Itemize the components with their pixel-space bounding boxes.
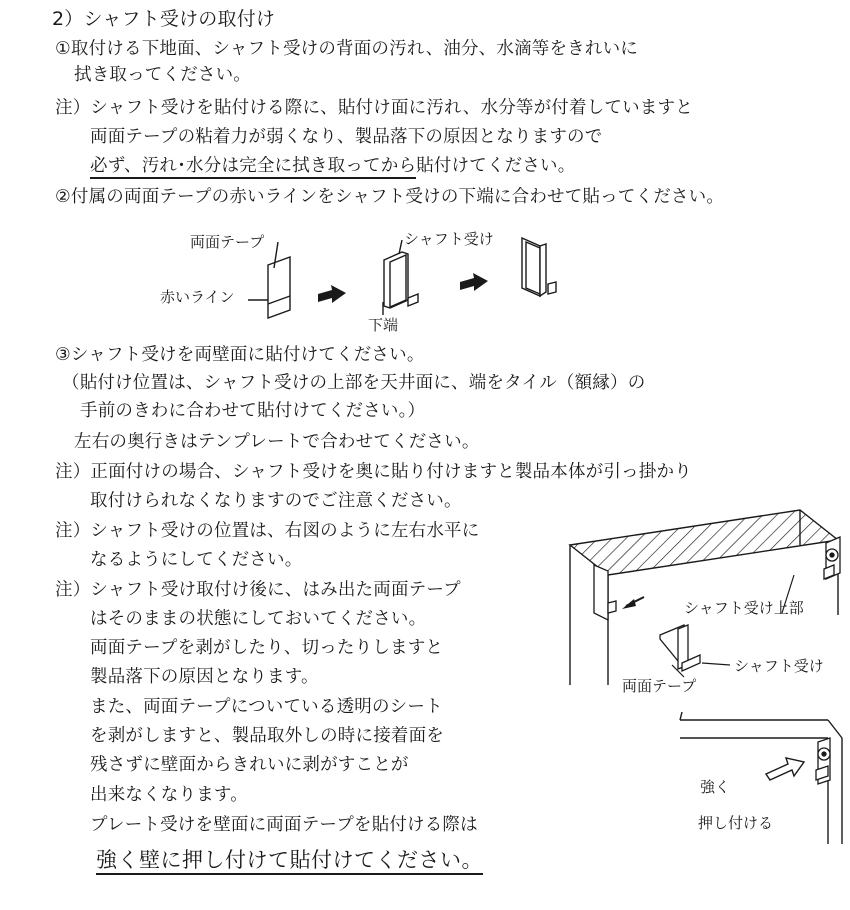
tape-label-2: 両面テープ <box>622 677 697 695</box>
attachment-sequence-figure <box>150 220 590 340</box>
step3-line1: ③シャフト受けを両壁面に貼付けてください。 <box>55 345 425 365</box>
note1-underlined-text: 必ず、汚れ･水分は完全に拭き取ってから <box>90 156 416 179</box>
step3-line3: 手前のきわに合わせて貼付けてください。） <box>80 401 426 421</box>
holder-label-2: シャフト受け <box>734 657 824 675</box>
note1-line3-rest: 貼付けてください。 <box>416 156 576 176</box>
shaft-holder-diagram <box>383 240 418 315</box>
step2-line1: ②付属の両面テープの赤いラインをシャフト受けの下端に合わせて貼ってください。 <box>55 187 725 207</box>
pressed-shaft-holder <box>816 738 830 784</box>
note4-line1: 注）シャフト受け取付け後に、はみ出た両面テープ <box>55 580 461 600</box>
note4-line8: 出来なくなります。 <box>90 785 248 805</box>
press-arrow-icon <box>766 758 804 780</box>
note2-line2: 取付けられなくなりますのでご注意ください。 <box>90 491 462 511</box>
note4-line3: 両面テープを剥がしたり、切ったりしますと <box>90 638 444 658</box>
note3-line1: 注）シャフト受けの位置は、右図のように左右水平に <box>55 521 480 541</box>
note3-line2: なるようにしてください。 <box>90 550 303 570</box>
shaft-holder-attached-diagram <box>522 238 556 296</box>
holder-position-figure <box>560 505 850 705</box>
section-title: 2）シャフト受けの取付け <box>52 8 276 30</box>
next-arrow-icon <box>318 285 346 303</box>
holder-top-label: シャフト受け上部 <box>684 599 804 617</box>
step1-line1: ①取付ける下地面、シャフト受けの背面の汚れ、油分、水滴等をきれいに <box>55 39 638 59</box>
press-label-line2: 押し付ける <box>698 814 774 832</box>
next-arrow-icon <box>460 273 488 291</box>
note1-line2: 両面テープの粘着力が弱くなり、製品落下の原因となりますので <box>90 127 603 147</box>
ceiling-hatched <box>570 510 838 575</box>
holder-label: シャフト受け <box>404 230 494 248</box>
note4-emphasis <box>96 849 483 871</box>
note1-line1: 注）シャフト受けを貼付ける際に、貼付け面に汚れ、水分等が付着していますと <box>55 98 693 118</box>
note4-line5: また、両面テープについている透明のシート <box>90 697 443 717</box>
step1-line2: 拭き取ってください。 <box>74 65 251 85</box>
step3-line4: 左右の奥行きはテンプレートで合わせてください。 <box>74 432 480 452</box>
note4-line2: はそのままの状態にしておいてください。 <box>90 609 427 629</box>
bottom-edge-label: 下端 <box>368 316 399 334</box>
press-label-line1: 強く <box>700 778 731 796</box>
red-line-label: 赤いライン <box>160 288 235 306</box>
note1-line3 <box>90 155 575 177</box>
right-shaft-holder <box>824 537 840 579</box>
double-sided-tape-diagram <box>248 242 290 318</box>
emphasis-underlined-text: 強く壁に押し付けて貼付けてください。 <box>96 848 483 875</box>
note2-line1: 注）正面付けの場合、シャフト受けを奥に貼り付けますと製品本体が引っ掛かり <box>55 462 692 482</box>
note4-line6: を剥がしますと、製品取外しの時に接着面を <box>90 726 444 746</box>
detail-shaft-holder <box>660 625 700 671</box>
step3-line2: （貼付け位置は、シャフト受けの上部を天井面に、端をタイル（額縁）の <box>62 373 646 393</box>
tape-label: 両面テープ <box>190 233 265 251</box>
press-firmly-figure <box>670 712 850 852</box>
note4-line4: 製品落下の原因となります。 <box>90 667 319 687</box>
note4-line9: プレート受けを壁面に両面テープを貼付ける際は <box>90 815 478 835</box>
note4-line7: 残さずに壁面からきれいに剥がすことが <box>90 755 409 775</box>
pointer-arrowhead-icon <box>622 599 636 609</box>
